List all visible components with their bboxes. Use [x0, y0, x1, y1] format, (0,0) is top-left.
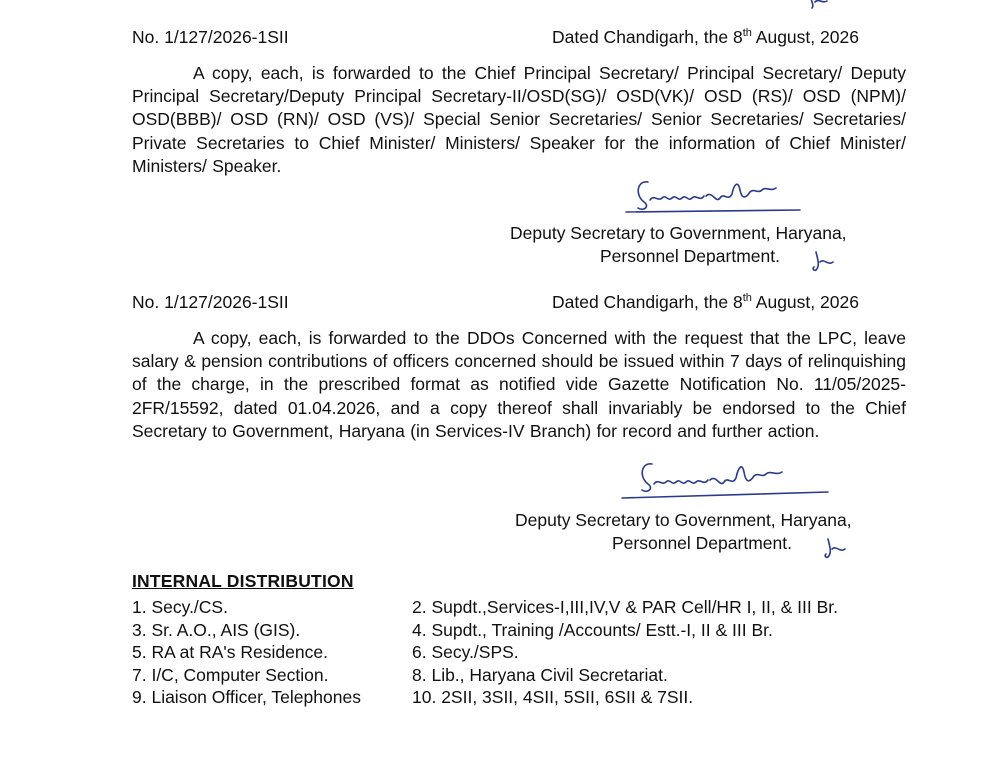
date-text: Dated Chandigarh, the 8: [552, 292, 743, 312]
paragraph-text: A copy, each, is forwarded to the Chief Principal Secretary/ Principal Secretary/ Deputy Principal Secretary/Deputy Principal Secretary-II/OSD(SG)/ OSD(VK)/ OSD (RS)/ OSD (NPM)/ OSD(BBB)/ OSD (RN)/ OSD (VS)/ Special Senior Secretaries/ Senior Secretaries/ Secretaries/ Private Secretaries to Chief Minister/ Ministers/ Speaker for the information of Chief Minister/ Ministers/ Speaker.: [132, 63, 906, 176]
distribution-item: 3. Sr. A.O., AIS (GIS).: [132, 619, 301, 640]
signatory-department: Personnel Department.: [612, 533, 792, 553]
initials-mark: [806, 0, 832, 15]
initials-mark: [822, 537, 848, 564]
distribution-list-left: [132, 596, 361, 709]
signatory-designation: Deputy Secretary to Government, Haryana,: [510, 223, 847, 243]
date-month-year: August, 2026: [751, 292, 859, 312]
distribution-item: 5. RA at RA's Residence.: [132, 642, 328, 663]
internal-distribution-heading: INTERNAL DISTRIBUTION: [132, 571, 354, 591]
reference-number: No. 1/127/2026-1SII: [132, 27, 289, 47]
distribution-item: 6. Secy./SPS.: [412, 642, 519, 663]
forwarding-paragraph: [132, 62, 906, 178]
paragraph-text: A copy, each, is forwarded to the DDOs Concerned with the request that the LPC, leave salary & pension contributions of officers concerned should be issued within 7 days of relinquishing of the charge, in the prescribed format as notified vide Gazette Notification No. 11/05/2025-2FR/15592, dated 01.04.2026, and a copy thereof shall invariably be endorsed to the Chief Secretary to Government, Haryana (in Services-IV Branch) for record and further action.: [132, 328, 906, 441]
distribution-item: 8. Lib., Haryana Civil Secretariat.: [412, 664, 668, 685]
date-superscript: th: [742, 27, 752, 39]
distribution-item: 7. I/C, Computer Section.: [132, 664, 329, 685]
initials-mark: [810, 250, 836, 277]
distribution-item: 4. Supdt., Training /Accounts/ Estt.-I, II & III Br.: [412, 619, 773, 640]
date-superscript: th: [742, 292, 752, 304]
reference-number: No. 1/127/2026-1SII: [132, 292, 289, 312]
date-text: Dated Chandigarh, the 8: [552, 27, 743, 47]
distribution-item: 2. Supdt.,Services-I,III,IV,V & PAR Cell/HR I, II, & III Br.: [412, 597, 838, 617]
date-line: [552, 292, 859, 313]
distribution-item: 10. 2SII, 3SII, 4SII, 5SII, 6SII & 7SII.: [412, 687, 694, 708]
signatory-designation: Deputy Secretary to Government, Haryana,: [515, 510, 852, 530]
distribution-list-right: [412, 596, 838, 709]
forwarding-paragraph: [132, 327, 906, 443]
signatory-department: Personnel Department.: [600, 246, 780, 266]
distribution-item: 9. Liaison Officer, Telephones: [132, 687, 361, 708]
date-line: [552, 27, 859, 48]
date-month-year: August, 2026: [751, 27, 859, 47]
distribution-item: 1. Secy./CS.: [132, 597, 228, 617]
signature: [620, 458, 830, 515]
